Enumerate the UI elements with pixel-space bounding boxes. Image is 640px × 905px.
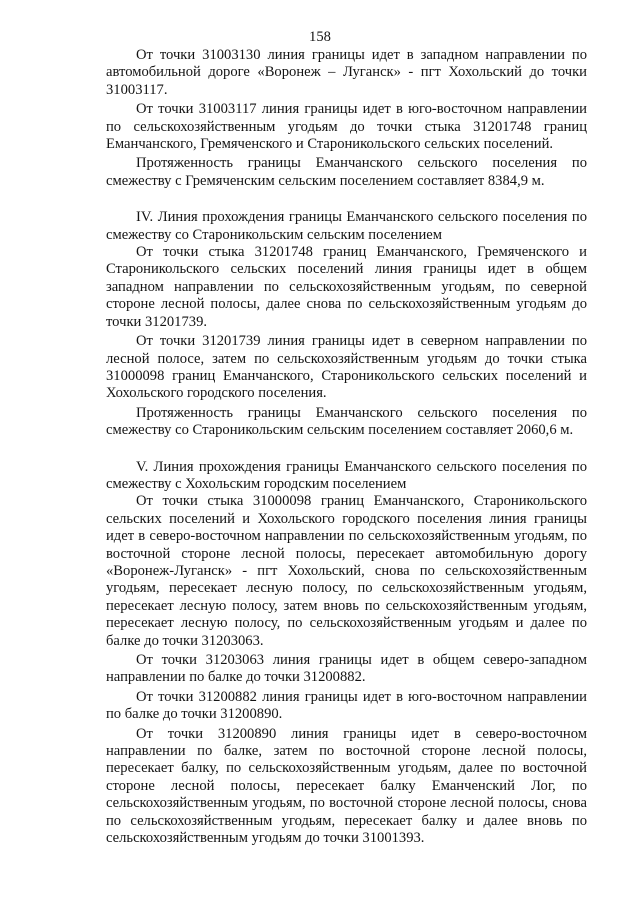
paragraph: От точки 31003117 линия границы идет в юго-восточном направлении по сельскохозяйственным угодьям до точки стыка 31201748 границ Еманчанского, Гремяченского и Староникольского сельских поселений.	[106, 101, 587, 153]
paragraph: От точки стыка 31201748 границ Еманчанского, Гремяченского и Староникольского сельских поселений линия границы идет в общем западном направлении по сельскохозяйственным угодьям, по северной стороне лесной полосы, далее снова по сельскохозяйственным угодьям до точки 31201739.	[106, 244, 587, 330]
paragraph: Протяженность границы Еманчанского сельского поселения по смежеству с Гремяченским сельским поселением составляет 8384,9 м.	[106, 155, 587, 189]
paragraph: От точки 31203063 линия границы идет в общем северо-западном направлении по балке до точки 31200882.	[106, 652, 587, 686]
section-4-heading: IV. Линия прохождения границы Еманчанского сельского поселения по смежеству со Староникольским сельским поселением	[106, 209, 587, 243]
paragraph: От точки 31003130 линия границы идет в западном направлении по автомобильной дороге «Воронеж – Луганск» - пгт Хохольский до точки 31003117.	[106, 47, 587, 98]
section-5-heading: V. Линия прохождения границы Еманчанского сельского поселения по смежеству с Хохольским городским поселением	[106, 458, 587, 492]
paragraph: От точки 31200882 линия границы идет в юго-восточном направлении по балке до точки 31200890.	[106, 688, 587, 723]
document-body	[106, 47, 587, 847]
page-number: 158	[309, 29, 331, 45]
paragraph: От точки 31200890 линия границы идет в северо-восточном направлении по балке, затем по восточной стороне лесной полосы, пересекает балку, по сельскохозяйственным угодьям, далее по восточной стороне лесной полосы, пересекает балку Еманченский Лог, по сельскохозяйственным угодьям, по восточной стороне лесной полосы, снова по сельскохозяйственным угодьям, пересекает балку и далее вновь по сельскохозяйственным угодьям до точки 31001393.	[106, 725, 587, 847]
paragraph: От точки 31201739 линия границы идет в северном направлении по лесной полосе, затем по сельскохозяйственным угодьям до точки стыка 31000098 границ Еманчанского, Староникольского сельских поселений и Хохольского городского поселения.	[106, 333, 587, 402]
paragraph: От точки стыка 31000098 границ Еманчанского, Староникольского сельских поселений и Хохольского городского поселения линия границы идет в северо-восточном направлении по сельскохозяйственным угодьям, по восточной стороне лесной полосы, пересекает автомобильную дорогу «Воронеж-Луганск» - пгт Хохольский, снова по сельскохозяйственным угодьям, пересекает лесную полосу, по сельскохозяйственным угодьям, пересекает лесную полосу, затем вновь по сельскохозяйственным угодьям, пересекает лесную полосу, по сельскохозяйственным угодьям и далее по балке до точки 31203063.	[106, 493, 587, 649]
paragraph: Протяженность границы Еманчанского сельского поселения по смежеству со Староникольским сельским поселением составляет 2060,6 м.	[106, 404, 587, 439]
